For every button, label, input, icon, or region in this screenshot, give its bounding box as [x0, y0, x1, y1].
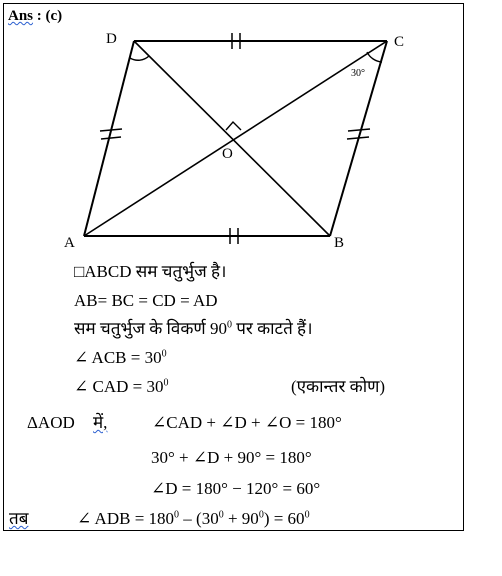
line-angle-acb — [74, 348, 167, 368]
final-equation — [77, 509, 310, 529]
line-diagonals — [74, 319, 313, 339]
vertex-d: D — [106, 31, 117, 47]
line-angle-acb-text: ∠ ACB = 30 — [74, 348, 162, 367]
diagonal-bd — [134, 41, 330, 236]
final-sup-3: 0 — [258, 509, 264, 521]
tick-bc — [347, 129, 370, 139]
diagonal-ac — [84, 41, 387, 236]
right-angle-mark — [226, 122, 241, 130]
frame-edge-right — [463, 400, 464, 408]
line-alternate-note: (एकान्तर कोण) — [291, 377, 386, 396]
vertex-a: A — [64, 235, 75, 251]
final-prefix: ∠ ADB = 180 — [77, 509, 175, 528]
line-angle-acb-sup: 0 — [161, 348, 167, 360]
line-angle-cad — [74, 377, 168, 397]
frame-edge-left — [3, 400, 4, 408]
angle-c-label: 30° — [351, 68, 365, 79]
line-diagonals-tail: पर काटते हैं। — [231, 319, 313, 338]
angle-arc-c — [367, 52, 382, 62]
line-angle-cad-sup: 0 — [163, 377, 169, 389]
vertex-o: O — [222, 146, 233, 162]
line-diagonals-sup: 0 — [226, 319, 232, 331]
equation-2: 30° + ∠D + 90° = 180° — [151, 448, 312, 467]
answer-option: (c) — [45, 8, 63, 24]
triangle-label: ΔAOD — [27, 413, 75, 432]
vertex-b: B — [334, 235, 345, 251]
line-rhombus-statement: □ABCD सम चतुर्भुज है। — [74, 262, 227, 281]
line-equal-sides: AB= BC = CD = AD — [74, 291, 218, 310]
section-gap — [5, 400, 465, 408]
angle-arc-d — [130, 56, 149, 60]
rhombus-figure — [0, 0, 502, 260]
final-end: ) = 60 — [263, 509, 305, 528]
line-angle-cad-text: ∠ CAD = 30 — [74, 377, 164, 396]
final-sup-4: 0 — [304, 509, 310, 521]
final-sup-1: 0 — [174, 509, 180, 521]
answer-label: Ans — [8, 8, 34, 24]
mein-label: में, — [93, 413, 108, 432]
vertex-c: C — [394, 34, 405, 50]
final-mid: – (30 — [179, 509, 219, 528]
tab-label: तब — [9, 509, 29, 528]
equation-3: ∠D = 180° − 120° = 60° — [151, 479, 321, 498]
answer-sep: : — [36, 8, 42, 24]
equation-1: ∠CAD + ∠D + ∠O = 180° — [152, 413, 342, 432]
final-sup-2: 0 — [218, 509, 224, 521]
line-diagonals-text: सम चतुर्भुज के विकर्ण 90 — [74, 319, 227, 338]
final-mid-2: + 90 — [223, 509, 259, 528]
